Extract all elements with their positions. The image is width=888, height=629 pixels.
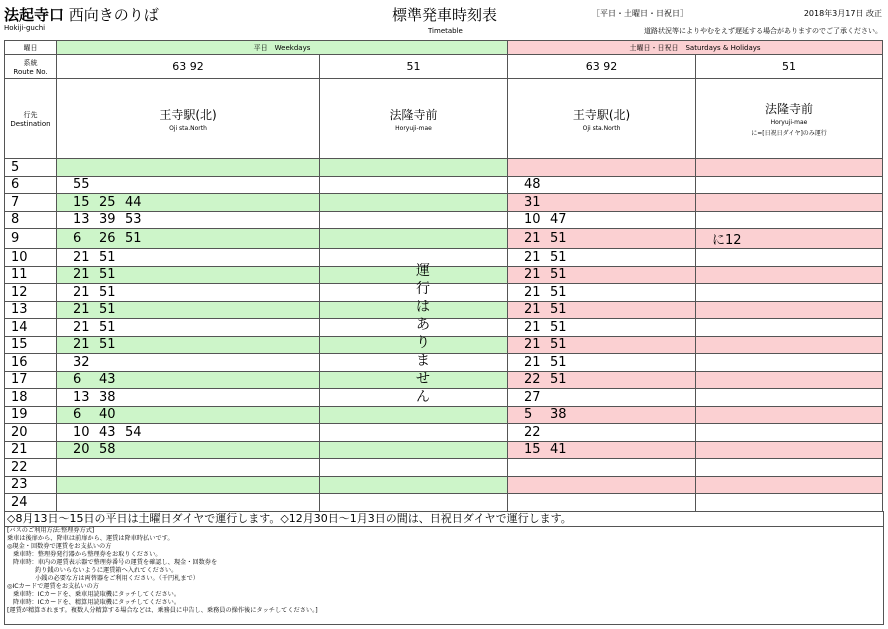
minutes-cell [508,319,696,337]
destination-label: 行先 Destination [5,79,57,159]
hour-row [5,389,883,407]
minutes-cell [696,211,883,229]
stop-name: 法起寺口 西向きのりば [4,6,159,24]
hour-row [5,211,883,229]
minutes-cell [57,159,320,177]
destination: 王寺駅(北) Oji sta.North [508,79,696,159]
hour-cell: 24 [5,494,57,512]
departure-minute: 43 [99,424,116,440]
hour-row [5,319,883,337]
note-line: [運賃が精算されます。複数人分精算する場合などは、乗務員に申告し、乗務員の操作後にタッチしてください。] [7,607,318,614]
hour-row [5,336,883,354]
departure-minute: 41 [550,442,567,458]
minutes-cell [696,301,883,319]
header [0,0,888,40]
hour-cell: 11 [5,266,57,284]
note-line: 降車時：車内の運賃表示器で整理券番号の運賃を確認し、現金・回数券を [13,559,218,566]
hour-row [5,494,883,512]
hour-row [5,159,883,177]
departure-minute: 13 [73,212,90,228]
hour-cell: 21 [5,441,57,459]
hour-row [5,176,883,194]
minutes-cell [696,389,883,407]
minutes-cell [320,211,508,229]
hour-cell: 14 [5,319,57,337]
hour-cell: 6 [5,176,57,194]
minutes-cell [696,249,883,267]
timetable-title: 標準発車時刻表 [392,6,498,24]
hour-row [5,354,883,372]
minutes-cell [320,494,508,512]
departure-minute: 51 [99,302,116,318]
note-line: 乗車時：ICカードを、乗車用読取機にタッチしてください。 [13,591,181,598]
departure-minute: 51 [550,302,567,318]
route-no: 51 [320,55,508,79]
departure-minute: 51 [99,337,116,353]
departure-minute: 51 [550,337,567,353]
departure-minute: 51 [550,354,567,370]
minutes-cell [508,354,696,372]
note-line: 小銭の必要な方は両替器をご利用ください。（千円札まで） [35,575,199,582]
route-no: 51 [696,55,883,79]
note-line: [バスのご利用方法:整理券方式] [7,527,95,534]
holiday-schedule-note: ◇8月13日～15日の平日は土曜日ダイヤで運行します。◇12月30日～1月3日の間は、日祝日ダイヤで運行します。 [4,511,884,527]
departure-minute: 51 [550,249,567,265]
minutes-cell [696,354,883,372]
departure-minute: 6 [73,231,82,246]
departure-minute: 15 [524,442,541,458]
hour-row [5,441,883,459]
minutes-cell [508,494,696,512]
departure-minute: 40 [99,407,116,423]
minutes-cell [508,476,696,494]
hour-row [5,249,883,267]
note-line: ◎現金・回数券で運賃をお支払いの方 [7,543,112,550]
minutes-cell [508,194,696,212]
minutes-cell [696,406,883,424]
minutes-cell [696,284,883,302]
minutes-cell [508,424,696,442]
departure-minute: 51 [550,267,567,283]
departure-minute: 5 [524,407,533,423]
timetable-table [4,40,883,512]
minutes-cell [320,159,508,177]
minutes-cell [696,459,883,477]
fare-instructions [4,527,884,625]
hour-cell: 7 [5,194,57,212]
hour-row [5,459,883,477]
minutes-cell [696,319,883,337]
hour-cell: 23 [5,476,57,494]
hour-row [5,301,883,319]
route-label: 系統 Route No. [5,55,57,79]
revision-date: 2018年3月17日 改正 [803,9,882,18]
departure-minute: 58 [99,442,116,458]
hour-cell: 22 [5,459,57,477]
hour-row [5,229,883,249]
minutes-cell [57,336,320,354]
minutes-cell [508,211,696,229]
minutes-cell [508,229,696,249]
no-service-text: 運行はありません [416,263,430,405]
note-line: ◎ICカードで運賃をお支払いの方 [7,583,99,590]
departure-minute: 21 [73,249,90,265]
hour-cell: 9 [5,229,57,249]
minutes-cell [508,336,696,354]
minutes-cell [696,371,883,389]
minutes-cell [508,459,696,477]
minutes-cell [508,159,696,177]
minutes-cell [57,494,320,512]
departure-minute: 22 [524,372,541,388]
timetable-subtitle: Timetable [428,27,463,35]
destination: 法隆寺前 Horyuji-mae [320,79,508,159]
departure-minute: 27 [524,389,541,405]
hour-cell: 19 [5,406,57,424]
hour-cell: 15 [5,336,57,354]
hour-cell: 13 [5,301,57,319]
minutes-cell [696,476,883,494]
minutes-cell [57,406,320,424]
weekday-header: 平日 Weekdays [57,41,508,55]
departure-minute: 51 [550,284,567,300]
minutes-cell [57,229,320,249]
minutes-cell [508,441,696,459]
departure-minute: 39 [99,212,116,228]
departure-minute: 51 [99,249,116,265]
departure-minute: 21 [73,302,90,318]
minutes-cell [57,301,320,319]
hour-row [5,266,883,284]
minutes-cell [57,319,320,337]
hour-row [5,194,883,212]
hour-cell: 12 [5,284,57,302]
minutes-cell [57,476,320,494]
minutes-cell [57,371,320,389]
departure-minute: に12 [712,233,742,248]
day-label: 曜日 [5,41,57,55]
day-types: ［平日・土曜日・日祝日］ [592,9,688,18]
departure-minute: 51 [99,267,116,283]
hour-row [5,424,883,442]
departure-minute: 48 [524,177,541,193]
departure-minute: 44 [125,194,142,210]
minutes-cell [320,441,508,459]
departure-minute: 26 [99,231,116,246]
departure-minute: 21 [524,354,541,370]
minutes-cell [57,284,320,302]
departure-minute: 15 [73,194,90,210]
departure-minute: 21 [73,284,90,300]
departure-minute: 51 [550,231,567,246]
minutes-cell [57,176,320,194]
departure-minute: 51 [99,284,116,300]
departure-minute: 10 [73,424,90,440]
hour-cell: 5 [5,159,57,177]
stop-romaji: Hokiji-guchi [4,24,46,32]
minutes-cell [508,371,696,389]
minutes-cell [320,406,508,424]
minutes-cell [696,176,883,194]
departure-minute: 21 [524,249,541,265]
minutes-cell [508,249,696,267]
minutes-cell [57,424,320,442]
minutes-cell [57,266,320,284]
departure-minute: 21 [73,267,90,283]
minutes-cell [696,229,883,249]
minutes-cell [696,266,883,284]
hour-cell: 10 [5,249,57,267]
departure-minute: 54 [125,424,142,440]
minutes-cell [320,176,508,194]
minutes-cell [696,194,883,212]
minutes-cell [508,266,696,284]
departure-minute: 6 [73,407,82,423]
departure-minute: 20 [73,442,90,458]
departure-minute: 21 [524,319,541,335]
departure-minute: 13 [73,389,90,405]
departure-minute: 6 [73,372,82,388]
hour-row [5,284,883,302]
departure-minute: 38 [550,407,567,423]
minutes-cell [57,249,320,267]
minutes-cell [696,441,883,459]
hour-row [5,476,883,494]
departure-minute: 21 [524,231,541,246]
minutes-cell [696,336,883,354]
hour-cell: 20 [5,424,57,442]
departure-minute: 51 [550,372,567,388]
destination: 王寺駅(北) Oji sta.North [57,79,320,159]
minutes-cell [696,424,883,442]
minutes-cell [57,389,320,407]
departure-minute: 10 [524,212,541,228]
departure-minute: 55 [73,177,90,193]
minutes-cell [508,406,696,424]
departure-minute: 31 [524,194,541,210]
departure-minute: 51 [99,319,116,335]
minutes-cell [508,389,696,407]
hour-cell: 18 [5,389,57,407]
departure-minute: 38 [99,389,116,405]
minutes-cell [57,194,320,212]
hour-cell: 8 [5,211,57,229]
note-line: 乗車は後扉から、降車は前扉から、運賃は降車時払いです。 [7,535,174,542]
departure-minute: 32 [73,354,90,370]
minutes-cell [696,159,883,177]
minutes-cell [57,441,320,459]
hour-row [5,371,883,389]
departure-minute: 53 [125,212,142,228]
minutes-cell [57,354,320,372]
minutes-cell [508,301,696,319]
holiday-header: 土曜日・日祝日 Saturdays & Holidays [508,41,883,55]
note-line: 釣り銭のいらないように運賃箱へ入れてください。 [35,567,178,574]
note-line: 降車時：ICカードを、精算用読取機にタッチしてください。 [13,599,181,606]
route-no: 63 92 [57,55,320,79]
departure-minute: 43 [99,372,116,388]
departure-minute: 21 [73,319,90,335]
departure-minute: 21 [73,337,90,353]
departure-minute: 51 [550,319,567,335]
departure-minute: 21 [524,302,541,318]
route-no: 63 92 [508,55,696,79]
minutes-cell [696,494,883,512]
minutes-cell [320,476,508,494]
departure-minute: 21 [524,337,541,353]
departure-minute: 51 [125,231,142,246]
minutes-cell [320,424,508,442]
hour-row [5,406,883,424]
minutes-cell [320,194,508,212]
note-line: 乗車時：整理券発行器から整理券をお取りください。 [13,551,162,558]
minutes-cell [57,211,320,229]
minutes-cell [508,284,696,302]
departure-minute: 22 [524,424,541,440]
minutes-cell [508,176,696,194]
departure-minute: 25 [99,194,116,210]
departure-minute: 21 [524,284,541,300]
delay-notice: 道路状況等によりやむをえず遅延する場合がありますのでご了承ください。 [644,27,882,35]
destination: 法隆寺前 Horyuji-mae に=[日祝日ダイヤ]のみ運行 [696,79,883,159]
minutes-cell [57,459,320,477]
departure-minute: 21 [524,267,541,283]
hour-cell: 16 [5,354,57,372]
minutes-cell [320,459,508,477]
hour-cell: 17 [5,371,57,389]
departure-minute: 47 [550,212,567,228]
minutes-cell [320,229,508,249]
